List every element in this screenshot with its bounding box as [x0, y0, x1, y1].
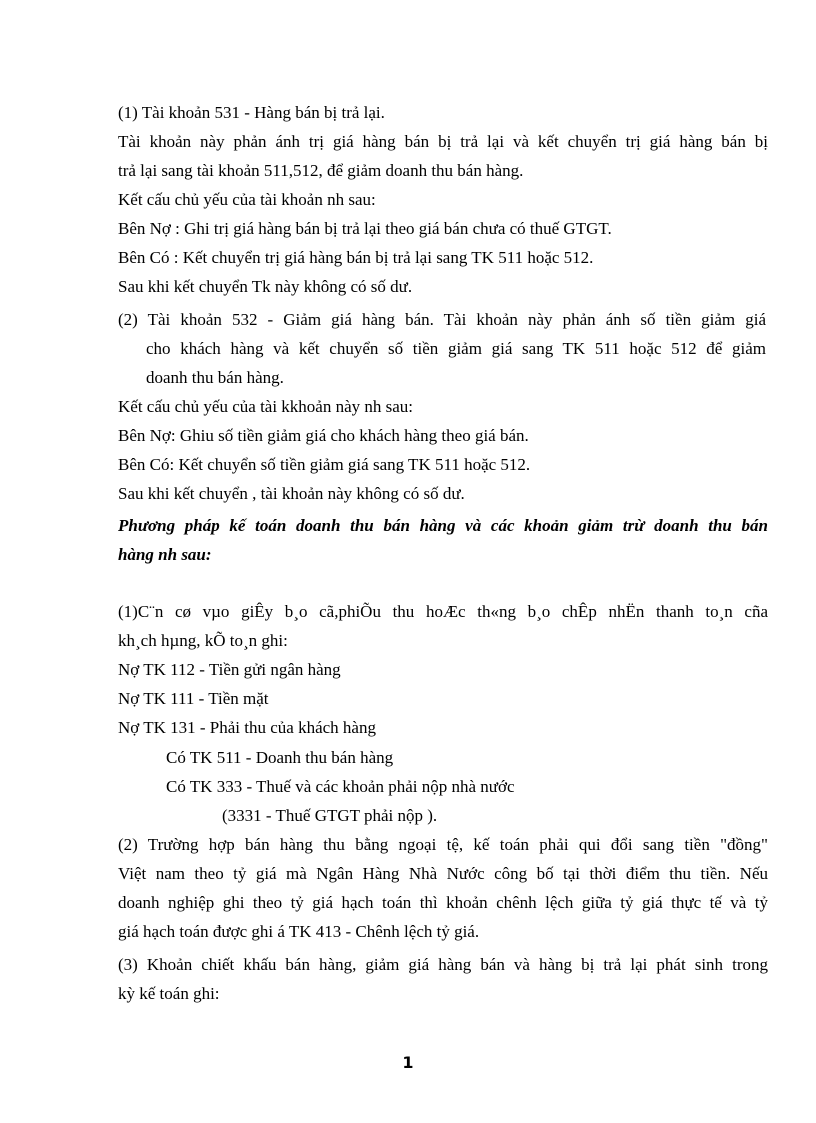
entry-line: Nợ TK 131 - Phải thu của khách hàng — [118, 718, 376, 737]
paragraph-line: trả lại sang tài khoản 511,512, để giảm doanh thu bán hàng. — [118, 161, 524, 180]
paragraph-line: doanh nghiệp ghi theo tỷ giá hạch toán thì khoản chênh lệch giữa tỷ giá thực tế và tỷ — [118, 893, 768, 912]
paragraph-line: Việt nam theo tỷ giá mà Ngân Hàng Nhà Nước công bố tại thời điểm thu tiền. Nếu — [118, 864, 768, 883]
paragraph-line: Bên Nợ: Ghiu số tiền giảm giá cho khách hàng theo giá bán. — [118, 426, 529, 445]
entry-line: Có TK 511 - Doanh thu bán hàng — [166, 748, 394, 767]
bold-italic-heading: hàng nh sau: — [118, 545, 212, 564]
page-number: 1 — [402, 1053, 414, 1072]
entry-line: (3331 - Thuế GTGT phải nộp ). — [222, 806, 438, 825]
paragraph-line: (3) Khoản chiết khấu bán hàng, giảm giá hàng bán và hàng bị trả lại phát sinh trong — [118, 955, 768, 974]
section-heading-531: (1) Tài khoản 531 - Hàng bán bị trả lại. — [118, 103, 385, 122]
paragraph-line: Tài khoản này phản ánh trị giá hàng bán bị trả lại và kết chuyển trị giá hàng bán bị — [118, 132, 768, 151]
paragraph-line: kh¸ch hµng, kÕ to¸n ghi: — [118, 631, 288, 650]
entry-line: Nợ TK 111 - Tiền mặt — [118, 689, 269, 708]
bold-italic-heading: Phương pháp kế toán doanh thu bán hàng và các khoản giảm trừ doanh thu bán — [118, 516, 768, 535]
paragraph-line: Sau khi kết chuyển , tài khoản này không có số dư. — [118, 484, 465, 503]
paragraph-line: Bên Có : Kết chuyển trị giá hàng bán bị trả lại sang TK 511 hoặc 512. — [118, 248, 594, 267]
entry-line: Có TK 333 - Thuế và các khoản phải nộp nhà nước — [166, 777, 515, 796]
paragraph-line: giá hạch toán được ghi á TK 413 - Chênh lệch tỷ giá. — [118, 922, 480, 941]
paragraph-line: (1)C¨n cø vµo giÊy b¸o cã,phiÕu thu hoÆc th«ng b¸o chÊp nhËn thanh to¸n cña — [118, 602, 768, 621]
paragraph-line: doanh thu bán hàng. — [146, 368, 284, 387]
paragraph-line: Sau khi kết chuyển Tk này không có số dư. — [118, 277, 413, 296]
paragraph-line: cho khách hàng và kết chuyển số tiền giảm giá sang TK 511 hoặc 512 để giảm — [146, 339, 766, 358]
section-heading-532: (2) Tài khoản 532 - Giảm giá hàng bán. Tài khoản này phản ánh số tiền giảm giá — [118, 310, 766, 329]
entry-line: Nợ TK 112 - Tiền gửi ngân hàng — [118, 660, 341, 679]
paragraph-line: Bên Có: Kết chuyển số tiền giảm giá sang TK 511 hoặc 512. — [118, 455, 531, 474]
paragraph-line: Kết cấu chủ yếu của tài khoản nh sau: — [118, 190, 376, 209]
paragraph-line: (2) Trường hợp bán hàng thu bằng ngoại tệ, kế toán phải qui đổi sang tiền "đồng" — [118, 835, 768, 854]
paragraph-line: Kết cấu chủ yếu của tài kkhoản này nh sau: — [118, 397, 414, 416]
paragraph-line: Bên Nợ : Ghi trị giá hàng bán bị trả lại theo giá bán chưa có thuế GTGT. — [118, 219, 612, 238]
paragraph-line: kỳ kế toán ghi: — [118, 984, 220, 1003]
